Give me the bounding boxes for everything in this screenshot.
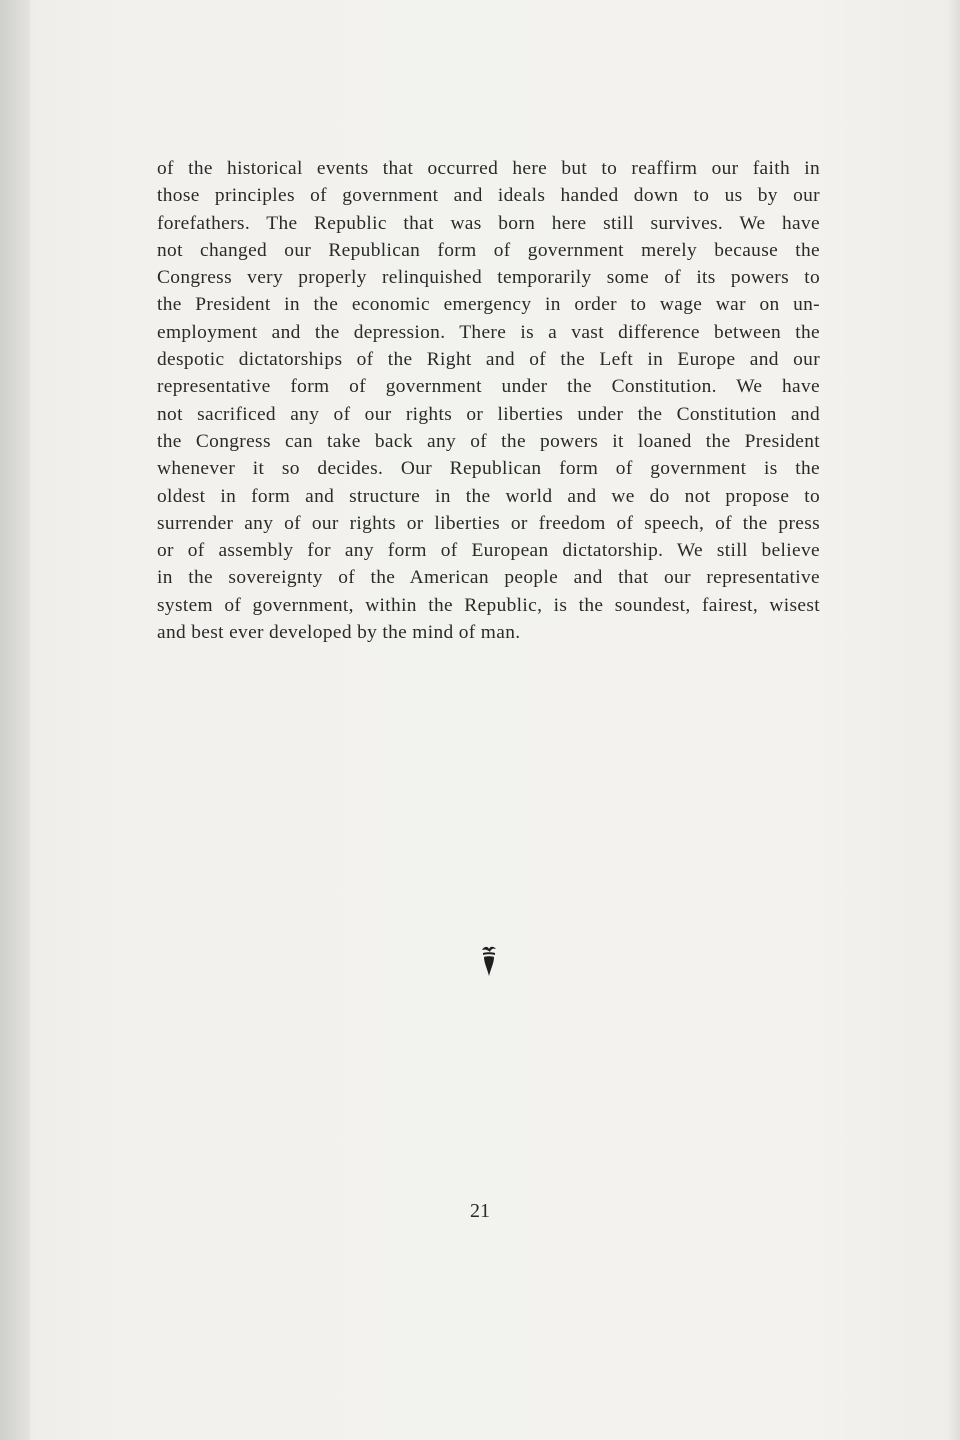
text-line: not changed our Republican form of government merely because the: [157, 239, 820, 261]
page-binding-shadow: [0, 0, 30, 1440]
fleuron-ornament-icon: [478, 944, 500, 978]
text-line: despotic dictatorships of the Right and of the Left in Europe and our: [157, 349, 820, 371]
text-line: oldest in form and structure in the world and we do not propose to: [157, 485, 820, 507]
text-line: of the historical events that occurred here but to reaffirm our faith in: [157, 158, 820, 179]
text-line: in the sovereignty of the American people and that our representative: [157, 567, 820, 589]
text-line: those principles of government and ideals handed down to us by our: [157, 185, 820, 207]
text-line: system of government, within the Republic, is the soundest, fairest, wisest: [157, 594, 820, 616]
text-line: the Congress can take back any of the powers it loaned the President: [157, 430, 820, 452]
page-number: 21: [470, 1200, 490, 1222]
body-paragraph: [157, 155, 820, 646]
text-line: not sacrificed any of our rights or liberties under the Constitution and: [157, 403, 820, 425]
text-line: Congress very properly relinquished temporarily some of its powers to: [157, 267, 820, 289]
text-line: surrender any of our rights or liberties or freedom of speech, of the press: [157, 512, 820, 534]
page-edge-shadow: [948, 0, 960, 1440]
text-line: forefathers. The Republic that was born here still survives. We have: [157, 212, 820, 234]
text-line: representative form of government under the Constitution. We have: [157, 376, 820, 398]
text-line: or of assembly for any form of European dictatorship. We still believe: [157, 540, 820, 562]
text-line: whenever it so decides. Our Republican form of government is the: [157, 458, 820, 480]
text-line: employment and the depression. There is a vast difference between the: [157, 321, 820, 343]
text-line: and best ever developed by the mind of man.: [157, 622, 521, 644]
text-line: the President in the economic emergency in order to wage war on un-: [157, 294, 820, 316]
